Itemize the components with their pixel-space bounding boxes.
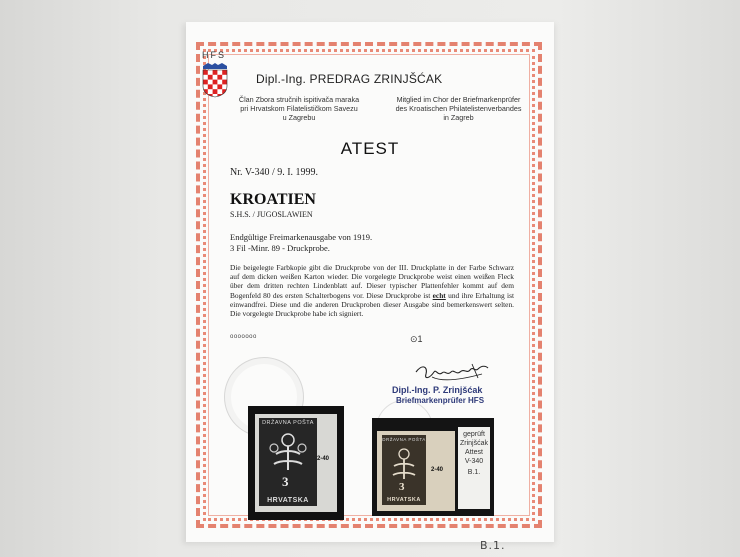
certificate-body [230, 263, 514, 318]
stamp-design [382, 435, 426, 505]
stamp-top-text: DRŽAVNA POŠTA [382, 437, 426, 442]
signature-stamp-role: Briefmarkenprüfer HFS [396, 396, 485, 405]
label-line: B.1. [467, 469, 481, 476]
proof-stamp [377, 431, 455, 511]
membership-line: pri Hrvatskom Filatelističkom Savezu [240, 104, 358, 113]
label-line: V-340 [464, 458, 484, 465]
certificate-number: Nr. V-340 / 9. I. 1999. [230, 167, 319, 178]
color-copy-stamp [248, 406, 344, 520]
membership-croatian [224, 95, 374, 122]
membership-line: in Zagreb [443, 113, 474, 122]
certificate-title: ATEST [340, 139, 400, 158]
body-text-part: und ihre Erhaltung ist einwandfrei. Diese und die anderen Druckproben dieser Ausgabe sind bemerkenswert selten. Die vorgelegte Druckprobe habe ich signiert. [230, 290, 514, 319]
membership-line: Član Zbora stručnih ispitivača maraka [238, 95, 360, 104]
body-text-part: Die beigelegte Farbkopie gibt die Druckprobe von der III. Druckplatte in der Farbe Schwarz auf dem dicken weißen Karton wieder. Die vorgelegte Druckprobe weist einen weißen Fleck über dem dritten rechten Lindenblatt auf. Dieser typischer Plattenfehler kommt auf dem Bogenfeld 80 des ersten Schalterbogens vor. Diese Druckprobe ist [230, 263, 514, 300]
membership-german [376, 95, 541, 122]
stamp-overprint: 2-40 [317, 456, 330, 462]
organization-label: HFS [202, 50, 226, 60]
membership-line: u Zagrebu [282, 113, 316, 122]
membership-line: des Kroatischen Philatelistenverbandes [395, 104, 522, 113]
body-emphasis: echt [432, 290, 446, 300]
stamp-top-text: DRŽAVNA POŠTA [262, 420, 314, 426]
stamp-overprint: 2-40 [431, 467, 444, 473]
body-dots: ooooooo [230, 334, 257, 340]
stamp-ornament-icon [268, 430, 308, 474]
issue-description [230, 232, 372, 254]
corner-note: B.1. [480, 539, 506, 552]
stamp-value: 3 [399, 481, 405, 493]
stamp-bottom-text: HRVATSKA [267, 497, 309, 504]
stamp-ornament-icon [388, 445, 420, 483]
country-subtitle: S.H.S. / JUGOSLAWIEN [230, 210, 313, 219]
label-line: Attest [465, 449, 483, 456]
label-line: Zrinjšćak [459, 440, 488, 447]
signature-stamp-name: Dipl.-Ing. P. Zrinjšćak [392, 385, 483, 395]
expert-mark: ⊙1 [410, 334, 423, 344]
issue-line: Endgültige Freimarkenausgabe von 1919. [230, 232, 373, 242]
label-line: geprüft [463, 431, 485, 438]
stamp-mount [372, 418, 494, 516]
issue-line: 3 Fil -Minr. 89 - Druckprobe. [230, 243, 330, 253]
croatian-crest-icon [200, 62, 230, 98]
stamp-value: 3 [282, 474, 289, 489]
membership-line: Mitglied im Chor der Briefmarkenprüfer [396, 95, 521, 104]
expert-label-card [458, 427, 490, 509]
certificate-sheet [186, 22, 554, 542]
stamp-bottom-text: HRVATSKA [387, 497, 421, 503]
stamp-design [259, 418, 317, 506]
stamp-paper [255, 414, 337, 512]
country-heading: KROATIEN [230, 191, 316, 208]
expert-name: Dipl.-Ing. PREDRAG ZRINJŠĆAK [256, 72, 443, 86]
